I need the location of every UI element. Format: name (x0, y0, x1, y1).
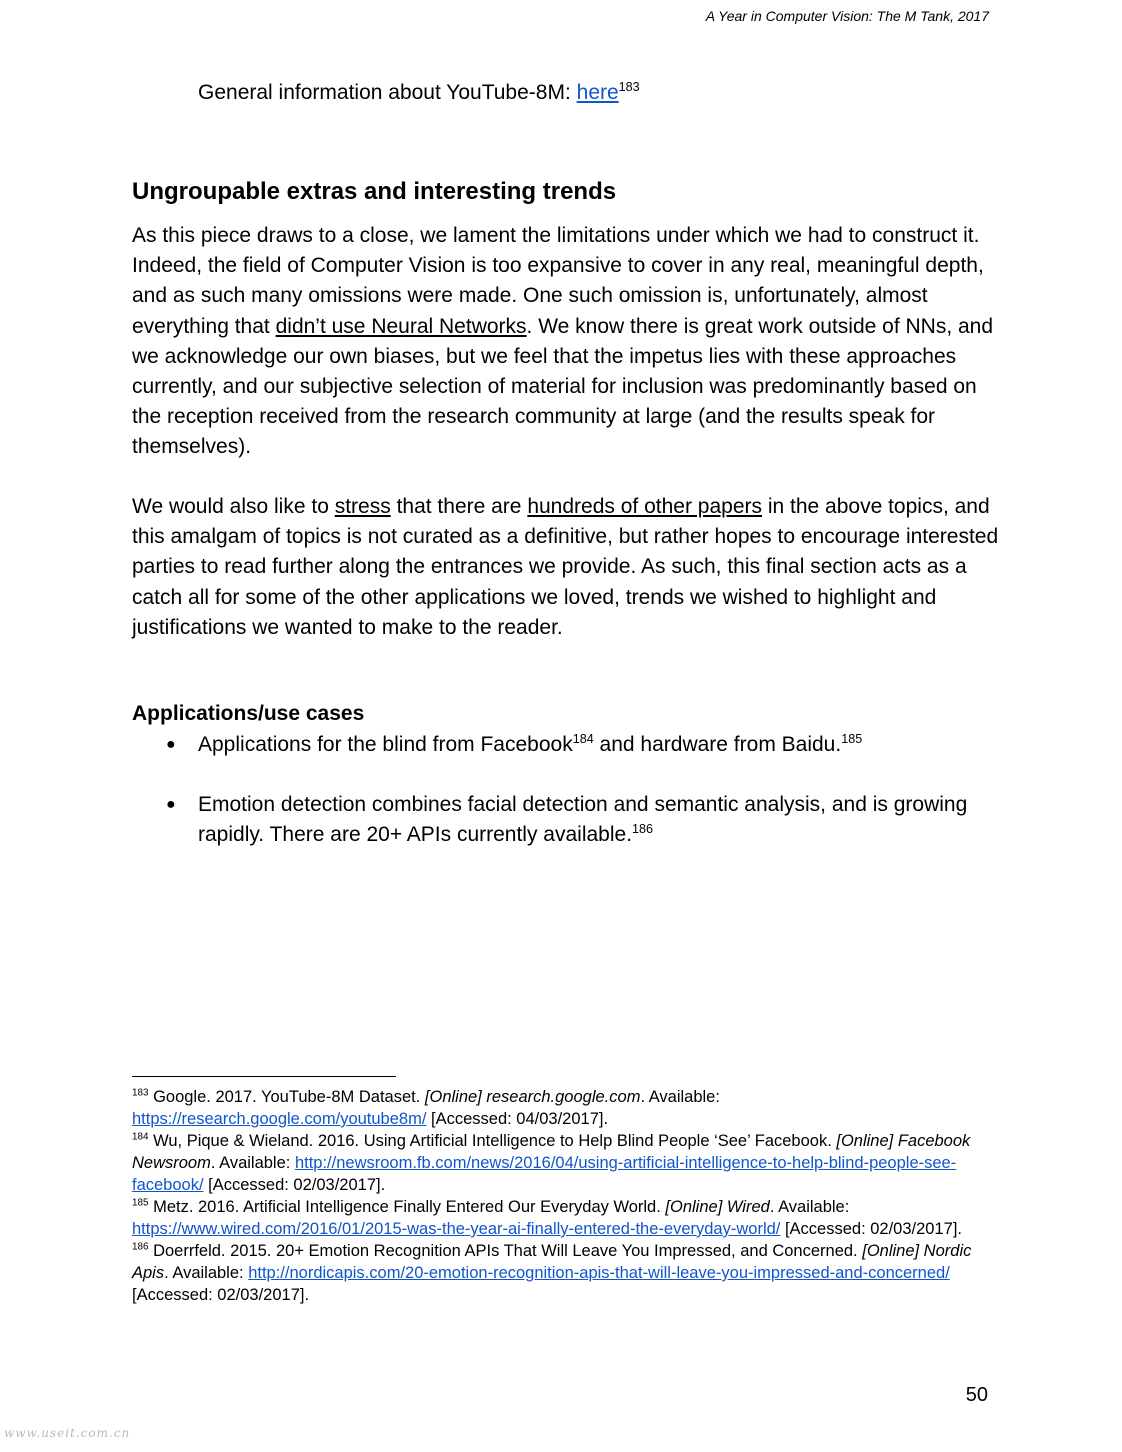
footnote-ref-185[interactable]: 185 (841, 732, 863, 746)
footnote-185 (132, 1196, 1012, 1240)
running-header: A Year in Computer Vision: The M Tank, 2017 (705, 8, 989, 24)
footnote-accessed: [Accessed: 02/03/2017]. (132, 1286, 310, 1304)
footnote-ref-183[interactable]: 183 (618, 80, 640, 94)
section-heading: Ungroupable extras and interesting trends (132, 178, 617, 205)
list-item (132, 790, 1012, 850)
footnote-accessed: [Accessed: 04/03/2017]. (426, 1110, 609, 1128)
watermark: www.useit.com.cn (4, 1426, 131, 1440)
footnote-number: 185 (132, 1197, 149, 1209)
footnote-186 (132, 1240, 1012, 1306)
list-item-text: and hardware from Baidu. (593, 733, 842, 756)
footnote-source: [Online] Nordic Apis (132, 1242, 972, 1282)
applications-list (132, 730, 1012, 881)
footnote-text: Doerrfeld. 2015. 20+ Emotion Recognition APIs That Will Leave You Impressed, and Concerned. (148, 1242, 863, 1260)
footnote-accessed: [Accessed: 02/03/2017]. (203, 1176, 386, 1194)
footnote-text: . Available: (164, 1264, 249, 1282)
footnote-text: . Available: (769, 1198, 850, 1216)
list-item (132, 730, 1012, 760)
paragraph-2 (132, 492, 1002, 643)
footnote-accessed: [Accessed: 02/03/2017]. (780, 1220, 962, 1238)
youtube-info-text: General information about YouTube-8M: (198, 81, 577, 104)
footnote-number: 186 (132, 1241, 149, 1253)
footnote-url[interactable]: http://newsroom.fb.com/news/2016/04/using-artificial-intelligence-to-help-blind-people-see-facebook/ (132, 1154, 957, 1194)
youtube-info-link[interactable]: here (576, 81, 619, 104)
footnote-ref-184[interactable]: 184 (572, 732, 594, 746)
youtube-info-line (198, 78, 640, 108)
footnote-text: Google. 2017. YouTube-8M Dataset. (148, 1088, 425, 1106)
paragraph-2-text-c: in the above topics, and this amalgam of topics is not curated as a definitive, but rather hopes to encourage interested parties to read further along the entrances we provide. As such, this final section acts as a catch all for some of the other applications we loved, trends we wished to highlight and justifications we wanted to make to the reader. (132, 495, 999, 639)
footnote-text: . Available: (640, 1088, 720, 1106)
paragraph-2-link-papers[interactable]: hundreds of other papers (527, 495, 762, 518)
footnote-183 (132, 1086, 1012, 1130)
footnote-url[interactable]: https://research.google.com/youtube8m/ (132, 1110, 427, 1128)
page-number: 50 (965, 1384, 988, 1406)
footnote-source: [Online] research.google.com (424, 1088, 641, 1106)
footnote-number: 183 (132, 1087, 149, 1099)
footnote-text: Metz. 2016. Artificial Intelligence Finally Entered Our Everyday World. (148, 1198, 666, 1216)
paragraph-1 (132, 221, 1002, 463)
bullet-icon: ● (166, 796, 176, 814)
list-item-text: Applications for the blind from Facebook (198, 733, 573, 756)
paragraph-2-text-b: that there are (390, 495, 528, 518)
paragraph-1-text-a: As this piece draws to a close, we lament the limitations under which we had to construct it. Indeed, the field of Computer Vision is too expansive to cover in any real, meaningful depth, and as such many omissions were made. One such omission is, unfortunately, almost everything that (132, 224, 984, 338)
footnote-ref-186[interactable]: 186 (632, 822, 654, 837)
footnote-url[interactable]: https://www.wired.com/2016/01/2015-was-the-year-ai-finally-entered-the-everyday-world/ (132, 1220, 781, 1238)
paragraph-1-link[interactable]: didn’t use Neural Networks (275, 314, 527, 338)
footnote-separator (132, 1076, 396, 1077)
footnote-text: Wu, Pique & Wieland. 2016. Using Artificial Intelligence to Help Blind People ‘See’ Facebook. (148, 1132, 837, 1150)
paragraph-1-text-b: . We know there is great work outside of NNs, and we acknowledge our own biases, but we feel that the impetus lies with these approaches currently, and our subjective selection of material for inclusion was predominantly based on the reception received from the research community at large (and the results speak for themselves). (132, 314, 994, 459)
footnotes (132, 1086, 1012, 1306)
footnote-number: 184 (132, 1131, 149, 1143)
paragraph-2-link-stress[interactable]: stress (334, 495, 391, 518)
footnote-184 (132, 1130, 1012, 1196)
footnote-source: [Online] Facebook Newsroom (132, 1132, 971, 1172)
footnote-url[interactable]: http://nordicapis.com/20-emotion-recognition-apis-that-will-leave-you-impressed-and-concerned/ (248, 1264, 950, 1282)
applications-heading: Applications/use cases (132, 702, 365, 725)
list-item-text: Emotion detection combines facial detection and semantic analysis, and is growing rapidly. There are 20+ APIs currently available. (198, 793, 968, 847)
paragraph-2-text-a: We would also like to (132, 495, 335, 518)
bullet-icon: ● (166, 736, 176, 753)
footnote-source: [Online] Wired (665, 1198, 770, 1216)
footnote-text: . Available: (210, 1154, 295, 1172)
